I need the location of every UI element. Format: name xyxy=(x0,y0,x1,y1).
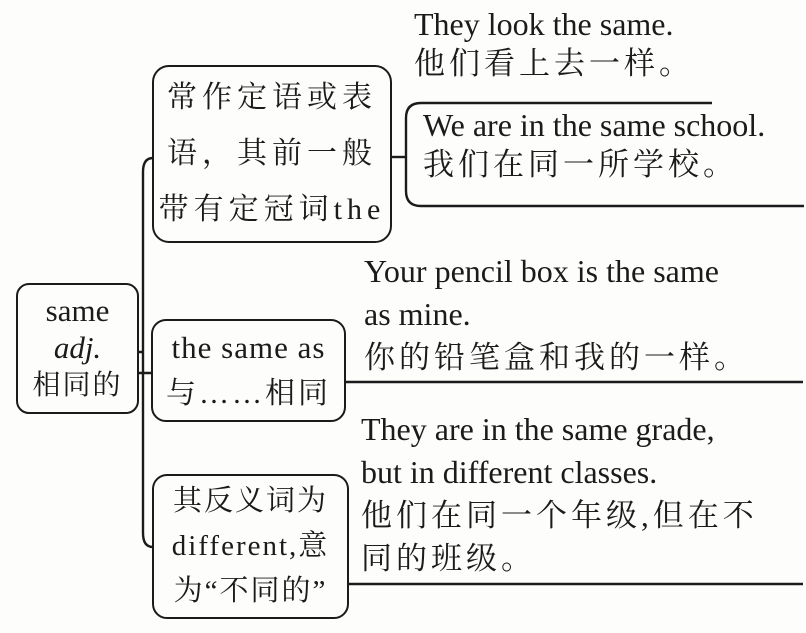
example-sentence-en: They look the same. xyxy=(414,6,674,42)
example-sentence-en: Your pencil box is the same xyxy=(364,253,719,289)
example-sentence-zh: 同的班级。 xyxy=(361,541,536,576)
branch-box-usage xyxy=(152,65,392,243)
example-sentence-en: but in different classes. xyxy=(361,454,658,490)
example-sentence-zh: 我们在同一所学校。 xyxy=(423,147,738,182)
branch-label-line: 为“不同的” xyxy=(173,575,328,607)
example-sentence-en: They are in the same grade, xyxy=(361,411,715,447)
example-sentence-en: as mine. xyxy=(364,296,471,332)
branch-label-line: 常作定语或表 xyxy=(167,81,377,114)
example-sentence-zh: 他们看上去一样。 xyxy=(414,46,694,81)
branch-label-line: 与……相同 xyxy=(166,377,331,410)
branch-box-antonym xyxy=(152,474,349,619)
example-sentence-en: We are in the same school. xyxy=(423,107,766,143)
branch-label-line: 语，其前一般 xyxy=(167,137,377,170)
example-sentence-zh: 他们在同一个年级,但在不 xyxy=(361,498,758,533)
example-group-2 xyxy=(364,250,749,379)
root-word: same xyxy=(45,292,110,328)
root-word-box xyxy=(16,283,139,414)
branch-label-line: 其反义词为 xyxy=(172,485,328,517)
branch-label-line: 带有定冠词the xyxy=(158,193,386,226)
branch-label-line: different,意 xyxy=(171,530,330,562)
root-part-of-speech: adj. xyxy=(53,329,102,365)
example-group-3 xyxy=(361,408,758,580)
root-meaning: 相同的 xyxy=(32,369,123,401)
example-group-1a xyxy=(414,4,694,84)
branch-box-the-same-as xyxy=(151,319,346,422)
example-group-1b xyxy=(423,105,765,185)
branch-label-line: the same as xyxy=(171,330,326,365)
example-sentence-zh: 你的铅笔盒和我的一样。 xyxy=(364,340,749,375)
